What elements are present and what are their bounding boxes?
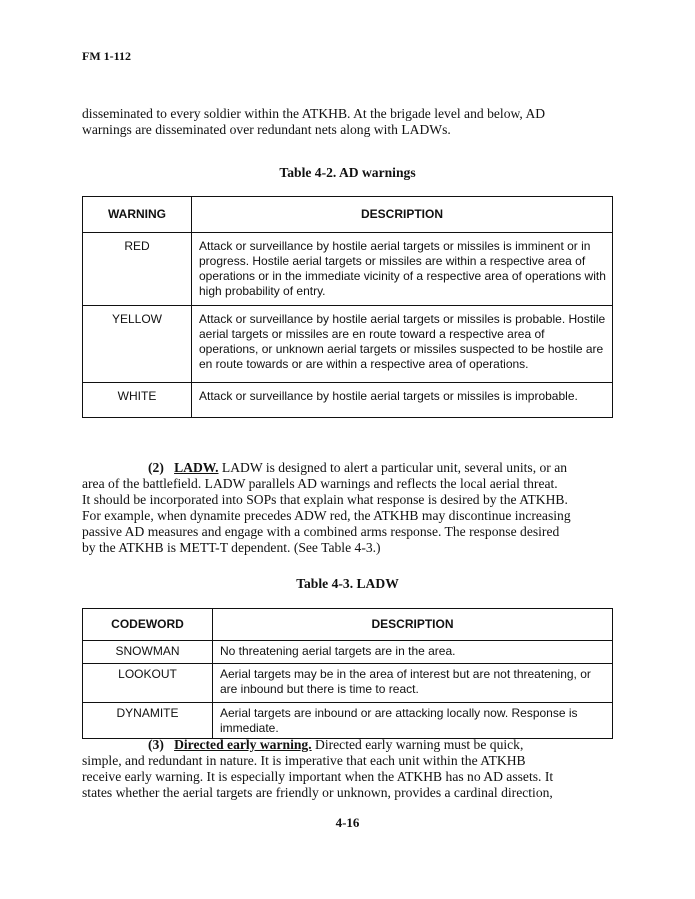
- paragraph-title: Directed early warning.: [174, 737, 312, 752]
- column-header: CODEWORD: [83, 609, 213, 641]
- table-header-row: [83, 609, 613, 641]
- codeword-cell: LOOKOUT: [83, 664, 213, 703]
- description-cell: Aerial targets may be in the area of interest but are not threatening, or are inbound but there is time to react.: [213, 664, 613, 703]
- text-line: area of the battlefield. LADW parallels AD warnings and reflects the local aerial threat.: [82, 476, 558, 491]
- text-line: disseminated to every soldier within the ATKHB. At the brigade level and below, AD: [82, 106, 546, 121]
- description-cell: Attack or surveillance by hostile aerial targets or missiles is imminent or in progress. Hostile aerial targets or missiles are within a respective area of operations or in the immediate vicinity of a respective area of operations with high probability of entry.: [192, 233, 613, 306]
- text-line: warnings are disseminated over redundant nets along with LADWs.: [82, 122, 451, 137]
- column-header: DESCRIPTION: [192, 197, 613, 233]
- table-header-row: [83, 197, 613, 233]
- text-line: passive AD measures and engage with a combined arms response. The response desired: [82, 524, 560, 539]
- warning-cell: RED: [83, 233, 192, 306]
- paragraph-number: (2): [148, 460, 164, 475]
- table-row: [83, 383, 613, 418]
- ladw-paragraph: [82, 460, 571, 556]
- directed-early-warning-paragraph: [82, 737, 553, 801]
- table-row: [83, 703, 613, 739]
- column-header: DESCRIPTION: [213, 609, 613, 641]
- text-line: It should be incorporated into SOPs that explain what response is desired by the ATKHB.: [82, 492, 568, 507]
- table-row: [83, 233, 613, 306]
- codeword-cell: DYNAMITE: [83, 703, 213, 739]
- text-line: simple, and redundant in nature. It is imperative that each unit within the ATKHB: [82, 753, 526, 768]
- description-cell: Aerial targets are inbound or are attacking locally now. Response is immediate.: [213, 703, 613, 739]
- description-cell: Attack or surveillance by hostile aerial targets or missiles is probable. Hostile aerial targets or missiles are en route toward a respective area of operations, or unknown aerial targets or missiles suspected to be hostile are en route towards or are within a respective area of operations.: [192, 306, 613, 383]
- codeword-cell: SNOWMAN: [83, 641, 213, 664]
- paragraph-title: LADW.: [174, 460, 219, 475]
- document-id: FM 1-112: [82, 49, 131, 63]
- description-cell: No threatening aerial targets are in the area.: [213, 641, 613, 664]
- table-4-2-caption: Table 4-2. AD warnings: [279, 165, 416, 180]
- table-row: [83, 641, 613, 664]
- description-cell: Attack or surveillance by hostile aerial targets or missiles is improbable.: [192, 383, 613, 418]
- table-row: [83, 664, 613, 703]
- text-line: by the ATKHB is METT-T dependent. (See Table 4-3.): [82, 540, 381, 555]
- text-line: receive early warning. It is especially important when the ATKHB has no AD assets. It: [82, 769, 554, 784]
- table-4-3-caption: Table 4-3. LADW: [296, 576, 399, 591]
- table-row: [83, 306, 613, 383]
- ad-warnings-table: [82, 196, 613, 418]
- paragraph-number: (3): [148, 737, 164, 752]
- column-header: WARNING: [83, 197, 192, 233]
- text-line: For example, when dynamite precedes ADW red, the ATKHB may discontinue increasing: [82, 508, 571, 523]
- warning-cell: WHITE: [83, 383, 192, 418]
- ladw-table: [82, 608, 613, 739]
- text-line: LADW is designed to alert a particular unit, several units, or an: [218, 460, 568, 475]
- intro-paragraph: [82, 106, 545, 138]
- text-line: Directed early warning must be quick,: [311, 737, 524, 752]
- page-number: 4-16: [335, 815, 360, 830]
- warning-cell: YELLOW: [83, 306, 192, 383]
- text-line: states whether the aerial targets are friendly or unknown, provides a cardinal direction,: [82, 785, 553, 800]
